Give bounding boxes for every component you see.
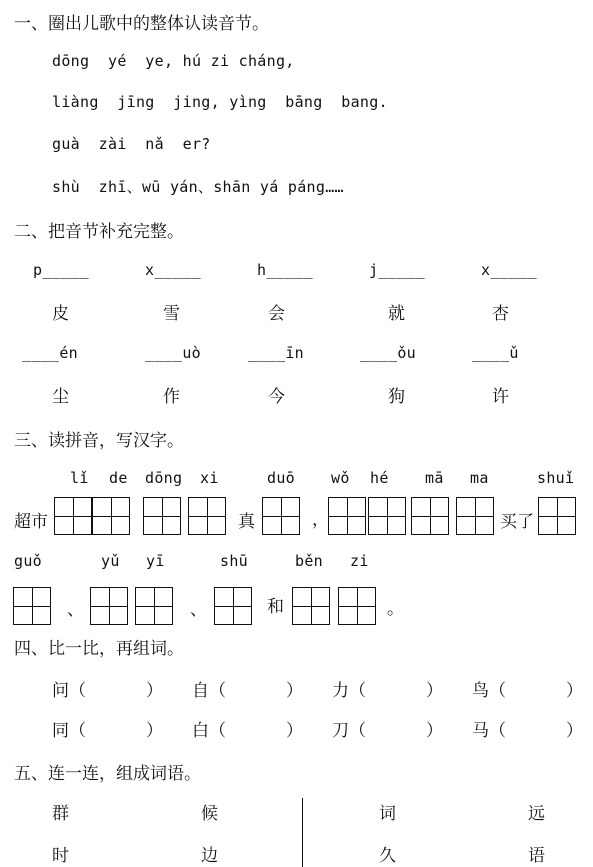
writing-grid-box[interactable] [54, 497, 92, 535]
char-label: 今 [268, 387, 285, 407]
syllable-blank-8[interactable]: ____īn [248, 344, 304, 362]
writing-grid-box[interactable] [90, 587, 128, 625]
writing-grid-box[interactable] [292, 587, 330, 625]
compare-char: 自（ [192, 681, 226, 701]
writing-grid-box[interactable] [338, 587, 376, 625]
syllable-blank-6[interactable]: ____én [22, 344, 78, 362]
rhyme-line-4: shù zhī、wū yán、shān yá páng…… [52, 178, 344, 196]
sentence-text: 超市 [14, 512, 48, 532]
sentence-punct: 、 [67, 600, 84, 620]
section-3-title: 三、读拼音，写汉字。 [14, 431, 184, 451]
match-char[interactable]: 久 [379, 846, 396, 866]
pinyin-label: yǔ [101, 552, 120, 570]
paren-close: ） [566, 681, 583, 701]
char-label: 杏 [492, 304, 509, 324]
pinyin-label: zi [350, 552, 369, 570]
writing-grid-box[interactable] [262, 497, 300, 535]
syllable-blank-7[interactable]: ____uò [145, 344, 201, 362]
pinyin-label: yī [146, 552, 165, 570]
char-label: 就 [388, 304, 405, 324]
pinyin-label: shū [220, 552, 248, 570]
char-label: 雪 [163, 304, 180, 324]
writing-grid-box[interactable] [214, 587, 252, 625]
char-label: 作 [163, 387, 180, 407]
pinyin-label: duō [267, 469, 295, 487]
writing-grid-box[interactable] [188, 497, 226, 535]
writing-grid-box[interactable] [538, 497, 576, 535]
paren-close: ） [146, 681, 163, 701]
pinyin-label: dōng [145, 469, 183, 487]
compare-char: 问（ [52, 681, 86, 701]
writing-grid-box[interactable] [92, 497, 130, 535]
writing-grid-box[interactable] [143, 497, 181, 535]
section-5-title: 五、连一连，组成词语。 [14, 764, 201, 784]
match-char[interactable]: 远 [528, 804, 545, 824]
match-char[interactable]: 群 [52, 804, 69, 824]
section-4-title: 四、比一比，再组词。 [14, 639, 184, 659]
compare-char: 同（ [52, 721, 86, 741]
pinyin-label: wǒ [331, 469, 350, 487]
syllable-blank-9[interactable]: ____ǒu [360, 344, 416, 362]
sentence-punct: 。 [387, 599, 404, 619]
rhyme-line-3: guà zài nǎ er? [52, 135, 211, 153]
pinyin-label: mā [425, 469, 444, 487]
pinyin-label: xi [200, 469, 219, 487]
compare-char: 白（ [192, 721, 226, 741]
writing-grid-box[interactable] [135, 587, 173, 625]
syllable-blank-10[interactable]: ____ǔ [472, 344, 519, 362]
paren-close: ） [286, 721, 303, 741]
syllable-blank-3[interactable]: h_____ [257, 261, 313, 279]
char-label: 尘 [52, 387, 69, 407]
char-label: 皮 [52, 304, 69, 324]
match-char[interactable]: 词 [379, 804, 396, 824]
section-2-title: 二、把音节补充完整。 [14, 222, 184, 242]
rhyme-line-2: liàng jīng jing, yìng bāng bang. [52, 93, 388, 111]
pinyin-label: guǒ [14, 552, 42, 570]
section-1-title: 一、圈出儿歌中的整体认读音节。 [14, 14, 269, 34]
pinyin-label: shuǐ [537, 469, 575, 487]
writing-grid-box[interactable] [368, 497, 406, 535]
pinyin-label: lǐ [70, 469, 89, 487]
compare-char: 刀（ [332, 721, 366, 741]
syllable-blank-5[interactable]: x_____ [481, 261, 537, 279]
sentence-text: 买了 [500, 512, 534, 532]
syllable-blank-4[interactable]: j_____ [369, 261, 425, 279]
sentence-punct: 、 [190, 600, 207, 620]
match-char[interactable]: 时 [52, 846, 69, 866]
group-divider [302, 798, 303, 867]
paren-close: ） [426, 721, 443, 741]
match-char[interactable]: 边 [201, 846, 218, 866]
sentence-text: 和 [267, 597, 284, 617]
pinyin-label: ma [470, 469, 489, 487]
syllable-blank-2[interactable]: x_____ [145, 261, 201, 279]
char-label: 会 [268, 304, 285, 324]
pinyin-label: hé [370, 469, 389, 487]
paren-close: ） [286, 681, 303, 701]
writing-grid-box[interactable] [411, 497, 449, 535]
pinyin-label: běn [295, 552, 323, 570]
char-label: 许 [492, 387, 509, 407]
sentence-punct: ， [312, 510, 329, 530]
match-char[interactable]: 语 [528, 846, 545, 866]
writing-grid-box[interactable] [328, 497, 366, 535]
writing-grid-box[interactable] [13, 587, 51, 625]
paren-close: ） [146, 721, 163, 741]
writing-grid-box[interactable] [456, 497, 494, 535]
paren-close: ） [426, 681, 443, 701]
compare-char: 马（ [472, 721, 506, 741]
pinyin-label: de [109, 469, 128, 487]
char-label: 狗 [388, 387, 405, 407]
syllable-blank-1[interactable]: p_____ [33, 261, 89, 279]
compare-char: 鸟（ [472, 681, 506, 701]
rhyme-line-1: dōng yé ye, hú zi cháng, [52, 52, 295, 70]
match-char[interactable]: 候 [201, 804, 218, 824]
sentence-text: 真 [238, 512, 255, 532]
paren-close: ） [566, 721, 583, 741]
compare-char: 力（ [332, 681, 366, 701]
